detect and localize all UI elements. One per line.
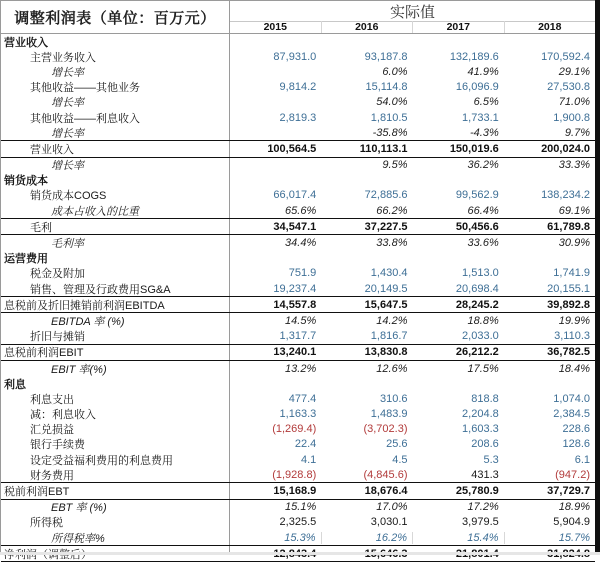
table-body <box>1 34 595 562</box>
value-cell-2017: 41.9% <box>467 65 499 78</box>
value-cell-2017: 18.8% <box>467 314 499 327</box>
row-label: 营业收入 <box>30 143 74 156</box>
value-cell-2017: 50,456.6 <box>455 220 499 233</box>
row-values <box>230 283 595 295</box>
value-cell-2017: 208.6 <box>471 438 499 451</box>
value-cell-2018: 19.9% <box>558 314 590 327</box>
value-cell-2018: 170,592.4 <box>541 50 590 63</box>
value-cell-2018: 9.7% <box>564 126 590 139</box>
table-row <box>1 407 595 422</box>
value-cell-2017: 25,780.9 <box>455 485 499 498</box>
row-values <box>230 315 595 327</box>
value-cell-2016: 13,830.8 <box>364 346 408 359</box>
value-cell-2018: 61,789.8 <box>547 220 590 233</box>
row-values <box>230 516 595 528</box>
value-cell-2016: -35.8% <box>372 126 408 139</box>
row-values <box>230 393 595 405</box>
row-label: 主营业务收入 <box>30 51 96 64</box>
row-values <box>230 237 595 249</box>
value-cell-2015: 22.4 <box>294 438 317 451</box>
value-cell-2018: 20,155.1 <box>547 282 590 295</box>
row-label: 折旧与摊销 <box>30 331 85 344</box>
value-cell-2017: -4.3% <box>470 126 499 139</box>
value-cell-2016: 1,430.4 <box>370 267 408 280</box>
table-row <box>1 203 595 218</box>
value-cell-2017: 5.3 <box>483 453 499 466</box>
table-row <box>1 281 595 296</box>
value-cell-2018: 138,234.2 <box>541 189 590 202</box>
table-row <box>1 482 595 499</box>
value-cell-2015: 13,240.1 <box>273 346 317 359</box>
table-row <box>1 125 595 140</box>
value-cell-2016: 18,676.4 <box>364 485 408 498</box>
value-cell-2017: 17.5% <box>467 362 499 375</box>
value-cell-2018: 1,900.8 <box>553 111 590 124</box>
value-cell-2018: 18.9% <box>558 501 590 514</box>
value-cell-2018: 33.3% <box>558 159 590 172</box>
value-cell-2017: 33.6% <box>467 237 499 250</box>
row-label: 息税前及折旧摊销前利润EBITDA <box>4 299 165 312</box>
row-values <box>230 221 595 233</box>
value-cell-2016: 17.0% <box>376 501 408 514</box>
value-cell-2017: 15.4% <box>412 532 504 544</box>
table-row <box>1 422 595 437</box>
row-label: 所得税 <box>30 517 63 530</box>
value-cell-2015: 1,317.7 <box>279 330 317 343</box>
table-row <box>1 49 595 64</box>
value-cell-2017: 2,204.8 <box>462 408 499 421</box>
row-values <box>230 363 595 375</box>
value-cell-2016: 66.2% <box>376 204 408 217</box>
value-cell-2015: 477.4 <box>288 392 317 405</box>
table-row <box>1 173 595 188</box>
row-values <box>230 346 595 358</box>
table-row <box>1 391 595 406</box>
row-label: 其他收益——利息收入 <box>30 112 140 125</box>
row-label: 增长率 <box>51 66 84 79</box>
value-cell-2018: 228.6 <box>562 423 590 436</box>
table-row <box>1 467 595 482</box>
table-row <box>1 251 595 266</box>
row-label: 毛利率 <box>51 238 84 251</box>
value-cell-2015 <box>230 66 321 78</box>
value-cell-2018: 30.9% <box>558 237 590 250</box>
row-values <box>230 51 595 63</box>
row-values <box>230 81 595 93</box>
table-row <box>1 266 595 281</box>
table-row <box>1 188 595 203</box>
row-values <box>230 205 595 217</box>
value-cell-2017: 1,513.0 <box>462 267 499 280</box>
value-cell-2018: 1,074.0 <box>553 392 590 405</box>
value-cell-2017: 3,979.5 <box>462 516 499 529</box>
row-label: 税金及附加 <box>30 268 85 281</box>
value-cell-2015: 34.4% <box>285 237 317 250</box>
year-header-2017: 2017 <box>412 21 504 33</box>
table-row <box>1 235 595 250</box>
year-header-2015: 2015 <box>263 21 287 33</box>
value-cell-2018: 18.4% <box>558 362 590 375</box>
table-row <box>1 361 595 376</box>
value-cell-2015: 15.3% <box>284 531 316 544</box>
value-cell-2015: 751.9 <box>288 267 317 280</box>
value-cell-2018: 3,110.3 <box>554 330 590 343</box>
value-cell-2017: 132,189.6 <box>449 50 499 63</box>
row-label: 利息 <box>4 378 26 391</box>
value-cell-2018: 39,892.8 <box>547 298 590 311</box>
value-cell-2015: 66,017.4 <box>273 189 317 202</box>
value-cell-2016: 9.5% <box>382 159 408 172</box>
value-cell-2016: 16.2% <box>321 532 413 544</box>
row-values <box>230 438 595 450</box>
value-cell-2016: 12.6% <box>376 362 408 375</box>
value-cell-2017: 1,733.1 <box>462 111 499 124</box>
row-values <box>230 423 595 435</box>
value-cell-2015: 2,819.3 <box>279 111 317 124</box>
table-row <box>1 437 595 452</box>
value-cell-2016: 1,810.5 <box>370 111 408 124</box>
value-cell-2017: 66.4% <box>467 204 499 217</box>
value-cell-2018: 71.0% <box>558 96 590 109</box>
table-row <box>1 110 595 125</box>
table-row <box>1 95 595 110</box>
row-label: 增长率 <box>51 97 84 110</box>
value-cell-2016: 25.6 <box>386 438 408 451</box>
row-label: EBT 率 (%) <box>51 502 107 515</box>
row-label: 息税前利润EBIT <box>4 347 84 360</box>
value-cell-2018: 128.6 <box>562 438 590 451</box>
right-edge-border <box>595 0 600 552</box>
value-cell-2015: 9,814.2 <box>279 81 317 94</box>
row-label: 销货成本COGS <box>30 190 107 203</box>
value-cell-2016: 93,187.8 <box>364 50 408 63</box>
row-label: 增长率 <box>51 127 84 140</box>
row-values <box>230 454 595 466</box>
value-cell-2016: 1,816.7 <box>370 330 408 343</box>
value-cell-2018: 36,782.5 <box>547 346 590 359</box>
row-values <box>230 159 595 171</box>
value-cell-2018: 29.1% <box>558 65 590 78</box>
row-values <box>230 267 595 279</box>
row-values <box>230 485 595 497</box>
value-cell-2015: 100,564.5 <box>267 142 317 155</box>
value-cell-2016: 33.8% <box>376 237 408 250</box>
row-label: 毛利 <box>30 221 52 234</box>
value-cell-2016: 310.6 <box>379 392 408 405</box>
value-cell-2018: 200,024.0 <box>541 142 590 155</box>
row-label: EBIT 率(%) <box>51 363 107 376</box>
value-cell-2015: 4.1 <box>300 453 317 466</box>
row-label: 财务费用 <box>30 469 74 482</box>
value-cell-2015: 15,168.9 <box>273 485 317 498</box>
value-cell-2015 <box>230 159 321 171</box>
row-label: 银行手续费 <box>30 439 85 452</box>
value-cell-2017: 17.2% <box>467 501 499 514</box>
row-label: 销货成本 <box>4 175 48 188</box>
value-cell-2017: 2,033.0 <box>462 330 499 343</box>
value-cell-2017: 16,096.9 <box>455 81 499 94</box>
year-header-row <box>230 21 595 33</box>
row-values <box>230 469 595 481</box>
row-label: 减：利息收入 <box>30 409 96 422</box>
value-cell-2016: 54.0% <box>376 96 408 109</box>
table-title: 调整利润表（单位：百万元） <box>14 9 216 27</box>
row-label: 运营费用 <box>4 253 48 266</box>
value-cell-2016: 3,030.1 <box>370 516 408 529</box>
value-cell-2016: 72,885.6 <box>364 189 408 202</box>
table-row <box>1 34 595 49</box>
row-label: 税前利润EBT <box>4 486 70 499</box>
value-cell-2015: 2,325.5 <box>279 516 317 529</box>
value-cell-2017: 99,562.9 <box>455 189 499 202</box>
row-label: 成本占收入的比重 <box>51 205 139 218</box>
value-cell-2016: 15,114.8 <box>365 81 408 94</box>
value-cell-2018: 27,530.8 <box>547 81 590 94</box>
value-cell-2018: (947.2) <box>555 468 590 481</box>
value-cell-2015: 14,557.8 <box>273 298 317 311</box>
table-row <box>1 64 595 79</box>
value-cell-2017: 26,212.2 <box>455 346 499 359</box>
value-cell-2018: 69.1% <box>558 204 590 217</box>
value-cell-2017: 150,019.6 <box>449 142 499 155</box>
year-header-2018: 2018 <box>504 21 596 33</box>
row-values <box>230 408 595 420</box>
value-cell-2016: (4,845.6) <box>363 468 408 481</box>
value-cell-2015: 65.6% <box>285 204 317 217</box>
value-cell-2016: 20,149.5 <box>364 282 408 295</box>
value-cell-2018: 5,904.9 <box>553 516 590 529</box>
table-row <box>1 158 595 173</box>
value-cell-2018: 15.7% <box>504 532 596 544</box>
value-cell-2017: 818.8 <box>471 392 499 405</box>
value-cell-2015: 14.5% <box>285 314 317 327</box>
row-values <box>230 532 595 544</box>
value-cell-2016: (3,702.3) <box>363 423 408 436</box>
row-values <box>230 299 595 311</box>
value-cell-2018: 2,384.5 <box>553 408 590 421</box>
row-label: 其他收益——其他业务 <box>30 82 140 95</box>
value-cell-2017: 431.3 <box>471 468 499 481</box>
table-row <box>1 515 595 530</box>
table-row <box>1 530 595 545</box>
value-cell-2016: 110,113.1 <box>359 142 408 155</box>
value-cell-2015: 15.1% <box>285 501 317 514</box>
table-row <box>1 376 595 391</box>
table-row <box>1 313 595 328</box>
row-values <box>230 501 595 513</box>
value-cell-2017: 36.2% <box>467 159 499 172</box>
row-label: 汇兑损益 <box>30 424 74 437</box>
row-label: 利息支出 <box>30 393 74 406</box>
value-cell-2015: (1,269.4) <box>272 423 317 436</box>
table-row <box>1 296 595 313</box>
value-cell-2016: 4.5 <box>392 453 408 466</box>
value-cell-2017: 1,603.3 <box>462 423 499 436</box>
value-cell-2015: 19,237.4 <box>273 282 317 295</box>
value-cell-2015: (1,928.8) <box>272 468 317 481</box>
table-row <box>1 329 595 344</box>
table-row <box>1 140 595 157</box>
table-row <box>1 500 595 515</box>
value-cell-2016: 1,483.9 <box>370 408 408 421</box>
row-values <box>230 66 595 78</box>
value-cell-2015: 87,931.0 <box>273 50 317 63</box>
row-label: 销售、管理及行政费用SG&A <box>30 283 171 296</box>
row-values <box>230 112 595 124</box>
row-label: EBITDA 率 (%) <box>51 315 125 328</box>
value-cell-2018: 6.1 <box>574 453 590 466</box>
value-cell-2015: 34,547.1 <box>273 220 317 233</box>
table-row <box>1 218 595 235</box>
value-cell-2016: 6.0% <box>382 65 408 78</box>
value-cell-2017: 20,698.4 <box>455 282 499 295</box>
value-cell-2015 <box>230 127 321 139</box>
row-values <box>230 330 595 342</box>
table-row <box>1 344 595 361</box>
value-cell-2016: 14.2% <box>376 314 408 327</box>
row-values <box>230 189 595 201</box>
value-cell-2016: 37,227.5 <box>364 220 408 233</box>
table-row <box>1 80 595 95</box>
table-row <box>1 452 595 467</box>
value-cell-2015: 13.2% <box>285 362 317 375</box>
row-values <box>230 143 595 155</box>
value-cell-2018: 1,741.9 <box>553 267 590 280</box>
row-values <box>230 96 595 108</box>
value-cell-2016: 15,647.5 <box>364 298 408 311</box>
value-cell-2017: 28,245.2 <box>455 298 499 311</box>
value-cell-2015 <box>230 96 321 108</box>
row-label: 所得税率% <box>51 532 105 545</box>
row-label: 营业收入 <box>4 36 48 49</box>
year-header-2016: 2016 <box>321 21 413 33</box>
row-label: 设定受益福利费用的利息费用 <box>30 454 173 467</box>
value-cell-2018: 37,729.7 <box>547 485 590 498</box>
value-cell-2015: 1,163.3 <box>279 408 317 421</box>
actuals-group-header: 实际值 <box>230 1 595 22</box>
value-cell-2017: 6.5% <box>473 96 499 109</box>
row-values <box>230 127 595 139</box>
row-label: 增长率 <box>51 160 84 173</box>
